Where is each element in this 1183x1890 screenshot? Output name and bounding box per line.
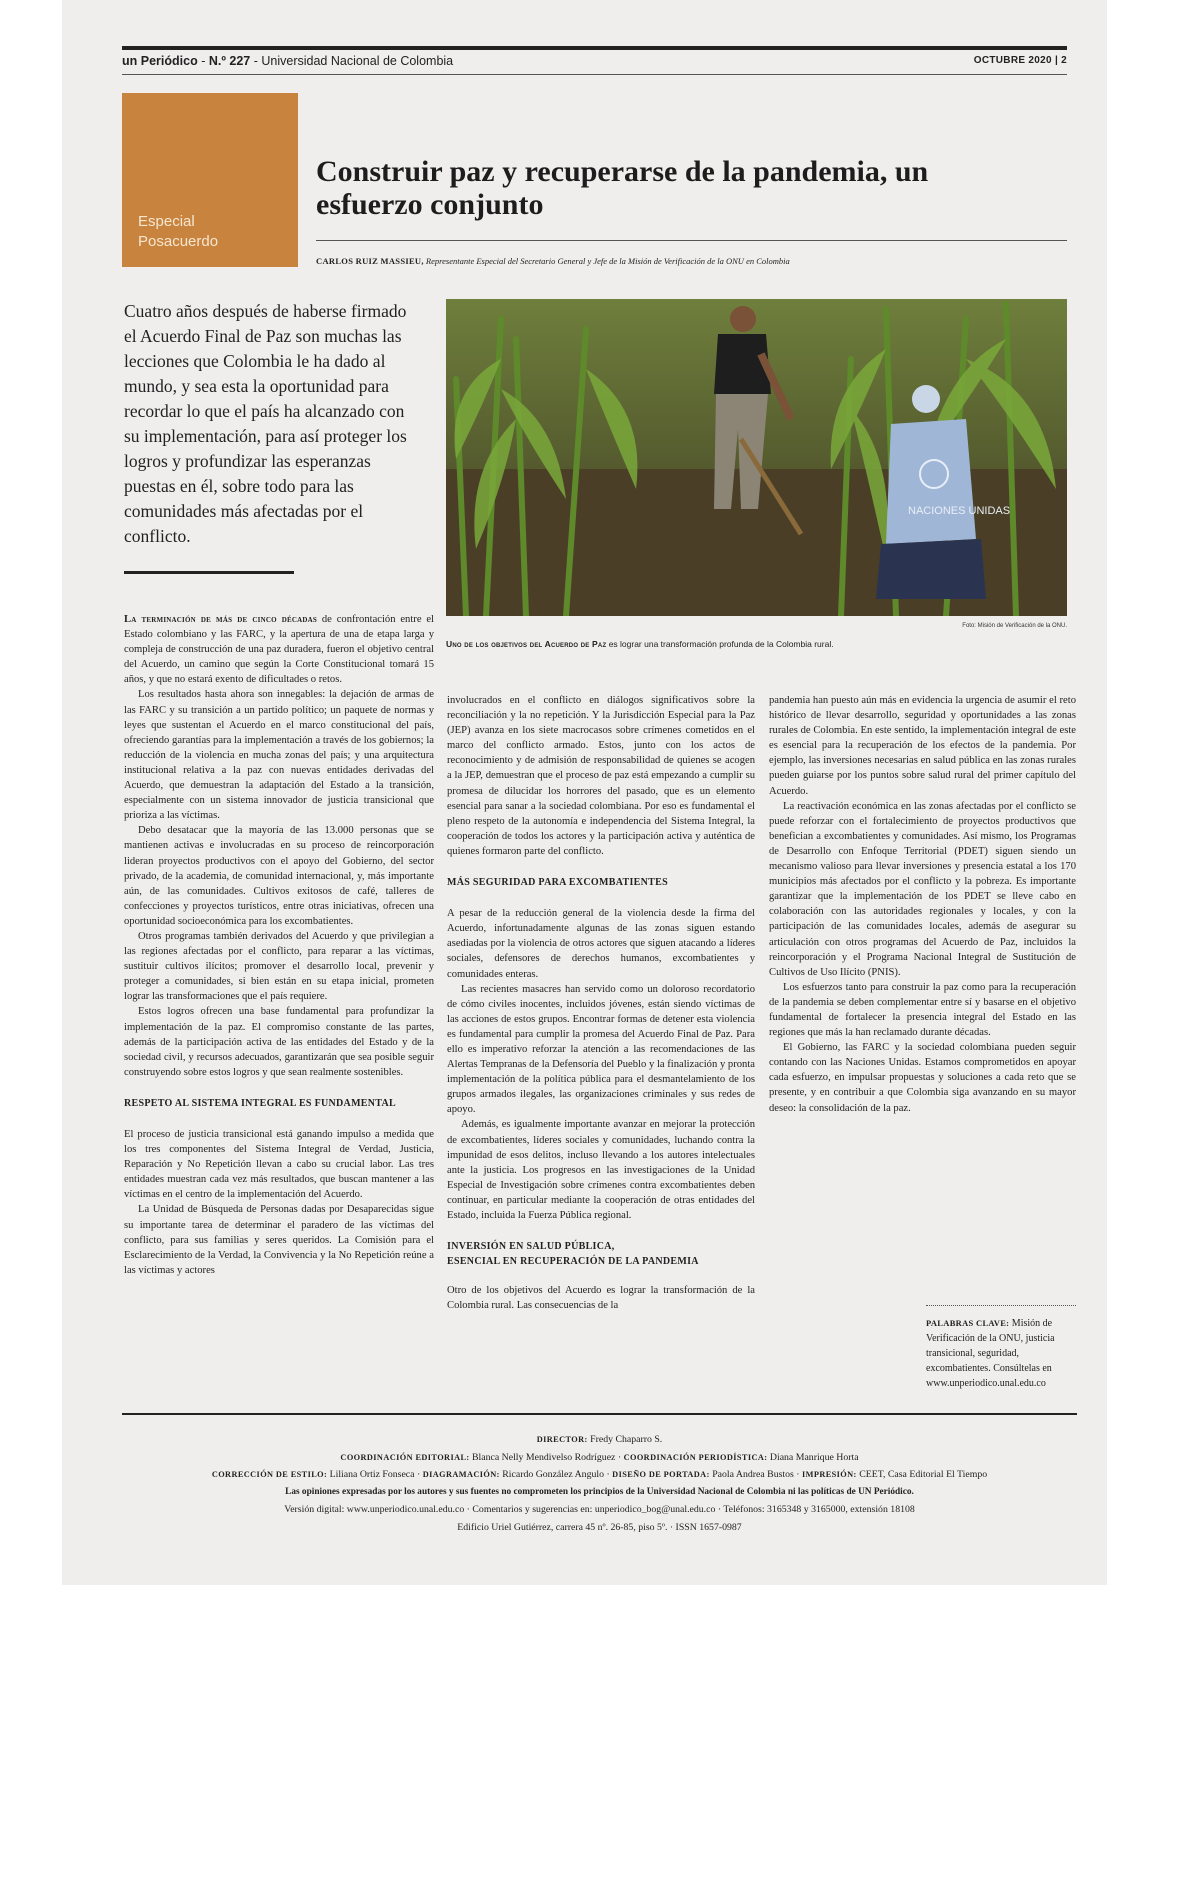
director-name: Fredy Chaparro S. bbox=[590, 1434, 663, 1445]
article-lead: Cuatro años después de haberse firmado el Acuerdo Final de Paz son muchas las lecciones que Colombia le ha dado al mundo, y sea esta la oportunidad para recordar lo que el país ha alcanzado con su implementación, para así proteger los logros y profundizar las esperanzas puestas en él, sobre todo para las comunidades más afectadas por el conflicto. bbox=[124, 301, 407, 546]
article-column-1 bbox=[124, 612, 434, 1278]
col1-paragraph: Estos logros ofrecen una base fundamental para profundizar la implementación de la paz. El compromiso constante de las partes, además de la participación activa de las entidades del Estado y de la sociedad civil, y recursos adecuados, garantizarán que sea posible seguir construyendo sobre estos logros y que sean realmente sostenibles. bbox=[124, 1006, 434, 1078]
diagramacion-name: Ricardo González Angulo bbox=[502, 1469, 604, 1480]
director-label: DIRECTOR: bbox=[536, 1435, 588, 1444]
byline-rule bbox=[316, 240, 1067, 241]
header-date: OCTUBRE 2020 bbox=[973, 55, 1052, 66]
photo-badge-text: NACIONES UNIDAS bbox=[908, 505, 1011, 517]
col3-paragraph: La reactivación económica en las zonas afectadas por el conflicto se puede reforzar con el fortalecimiento de proyectos productivos que benefician a excombatientes y comunidades. Así mismo, los Programas de Desarrollo con Enfoque Territorial (PDET) siguen siendo un mecanismo valioso para llevar inversiones y presencia estatal a los 170 municipios más afectados por el conflicto y la pobreza. Es importante garantizar que la implementación de los PDET se lleve cabo en colaboración con las autoridades regionales y locales, y con la participación de las comunidades locales, además de asegurar su articulación con otros programas del Acuerdo de Paz, incluidos la reincorporación y el Programa Nacional Integral de Sustitución de Cultivos de Uso Ilícito (PNIS). bbox=[769, 800, 1076, 978]
impresion-label: IMPRESIÓN: bbox=[802, 1470, 857, 1479]
coord-ed-label: COORDINACIÓN EDITORIAL: bbox=[340, 1452, 470, 1462]
footer-address: Edificio Uriel Gutiérrez, carrera 45 nº. 26-85, piso 5º. · ISSN 1657-0987 bbox=[457, 1521, 742, 1533]
caption-lead: Uno de los objetivos del Acuerdo de Paz bbox=[446, 639, 607, 649]
coord-per-name: Diana Manrique Horta bbox=[769, 1451, 859, 1463]
col2-paragraph: Además, es igualmente importante avanzar en mejorar la protección de excombatientes, líderes sociales y comunidades, luchando contra la impunidad de esos delitos, incluso llevando a los autores intelectuales ante la justicia. Los progresos en las investigaciones de la Unidad Especial de Investigación sobre crímenes contra excombatientes deben continuar, en particular mediante la cooperación de otras entidades del Estado, incluida la Fuerza Pública regional. bbox=[447, 1119, 755, 1221]
article-byline bbox=[316, 256, 1067, 266]
article-column-2 bbox=[447, 693, 755, 1313]
article-title: Construir paz y recuperarse de la pandemia, un esfuerzo conjunto bbox=[316, 155, 929, 221]
footer-line-2: COORDINACIÓN EDITORIAL: Blanca Nelly Mendivelso Rodríguez · COORDINACIÓN PERIODÍSTICA: Diana Manrique Horta bbox=[340, 1451, 859, 1463]
keywords-box bbox=[926, 1305, 1076, 1391]
footer-disclaimer: Las opiniones expresadas por los autores y sus fuentes no comprometen los principios de la Universidad Nacional de Colombia ni las políticas de UN Periódico. bbox=[285, 1486, 914, 1497]
col2-subheading-2-line1: INVERSIÓN EN SALUD PÚBLICA, bbox=[447, 1241, 615, 1253]
col2-subheading: MÁS SEGURIDAD PARA EXCOMBATIENTES bbox=[447, 877, 668, 889]
correccion-name: Liliana Ortiz Fonseca bbox=[329, 1469, 415, 1480]
photo-credit: Foto: Misión de Verificación de la ONU. bbox=[962, 623, 1067, 629]
col3-paragraph: El Gobierno, las FARC y la sociedad colombiana pueden seguir contando con las Naciones Unidas. Estamos comprometidos en apoyar cada esfuerzo, en impulsar propuestas y soluciones a cada reto que se presente, y en contribuir a que Colombia siga avanzando en su mayor deseo: la consolidación de la paz. bbox=[769, 1042, 1076, 1114]
cornfield-photo bbox=[446, 299, 1067, 616]
col2-subheading-2-line2: ESENCIAL EN RECUPERACIÓN DE LA PANDEMIA bbox=[447, 1256, 699, 1268]
author-name: CARLOS RUIZ MASSIEU, bbox=[316, 256, 424, 266]
col1-paragraph: La Unidad de Búsqueda de Personas dadas por Desaparecidas sigue su importante tarea de determinar el paradero de las víctimas del conflicto, para sus familias y seres queridos. La Comisión para el Esclarecimiento de la Verdad, la Convivencia y la No Repetición reúne a las víctimas y actores bbox=[124, 1204, 434, 1276]
footer-line-3: CORRECCIÓN DE ESTILO: Liliana Ortiz Fonseca · DIAGRAMACIÓN: Ricardo González Angulo · DISEÑO DE PORTADA: Paola Andrea Bustos · IMPRESIÓN: CEET, Casa Editorial El Tiempo bbox=[211, 1469, 988, 1480]
article-column-3 bbox=[769, 693, 1076, 1116]
col1-paragraph: Los resultados hasta ahora son innegables: la dejación de armas de las FARC y su transición a un partido político; un paquete de normas y leyes que sustentan el Acuerdo en el marco constitucional del país, ofreciendo garantías para la implementación a través de los gobiernos; la reducción de la violencia en mucha zonas del país; y una arquitectura institucional relativa a la paz con nuevas entidades derivadas del Acuerdo, que demuestran la adaptación del Estado a la transición, especialmente con un sistema innovador de justicia transicional que prioriza a las víctimas. bbox=[124, 689, 434, 822]
header-rule bbox=[122, 74, 1067, 75]
keywords-label: PALABRAS CLAVE: bbox=[926, 1318, 1010, 1328]
correccion-label: CORRECCIÓN DE ESTILO: bbox=[211, 1470, 328, 1479]
header-issue: N.º 227 bbox=[208, 54, 251, 68]
section-label-box bbox=[122, 93, 298, 267]
header-masthead: un Periódico - N.º 227 - Universidad Nacional de Colombia bbox=[122, 54, 454, 68]
section-label-line2: Posacuerdo bbox=[138, 233, 219, 250]
portada-name: Paola Andrea Bustos bbox=[712, 1469, 794, 1480]
header-date-page: OCTUBRE 2020 | 2 bbox=[973, 55, 1067, 66]
masthead-footer bbox=[122, 1431, 1077, 1536]
caption-text: es lograr una transformación profunda de la Colombia rural. bbox=[608, 639, 834, 649]
coord-per-label: COORDINACIÓN PERIODÍSTICA: bbox=[623, 1452, 768, 1462]
col2-paragraph: Las recientes masacres han servido como un doloroso recordatorio de cómo civiles inocentes, incluidos jóvenes, están siendo víctimas de las acciones de estos grupos. Encontrar formas de detener esta violencia es fundamental para cumplir la promesa del Acuerdo Final de Paz. Para ello es imperativo reforzar la atención a las recomendaciones de las Alertas Tempranas de la Defensoría del Pueblo y la finalización y pronta implementación de la política pública para el desmantelamiento de los grupos armados ilegales, las organizaciones criminales y sus redes de apoyo. bbox=[447, 983, 755, 1116]
header-institution: Universidad Nacional de Colombia bbox=[261, 54, 454, 68]
col1-subheading: RESPETO AL SISTEMA INTEGRAL ES FUNDAMENTAL bbox=[124, 1097, 397, 1109]
footer-rule bbox=[122, 1413, 1077, 1415]
col1-paragraph bbox=[124, 612, 434, 687]
coord-ed-name: Blanca Nelly Mendivelso Rodríguez bbox=[472, 1451, 616, 1463]
col1-p1-text: de confrontación entre el Estado colombiano y las FARC, y la apertura de una de etapa larga y compleja de construcción de una paz duradera, fueron el objetivo central del Acuerdo, un camino que según la Corte Constitucional tomará 15 años, y que no estará exento de dificultades o retos. bbox=[124, 614, 435, 686]
portada-label: DISEÑO DE PORTADA: bbox=[612, 1470, 710, 1479]
diagramacion-label: DIAGRAMACIÓN: bbox=[422, 1470, 500, 1479]
section-label-line1: Especial bbox=[138, 213, 195, 230]
col1-paragraph: Otros programas también derivados del Acuerdo y que privilegian a las regiones afectadas por el conflicto, para reparar a las víctimas, sustituir cultivos ilícitos; promover el desarrollo local, prevenir y proteger a comunidades, si bien están en su etapa inicial, prometen lograr las transformaciones que el país requiere. bbox=[124, 930, 434, 1003]
lead-rule bbox=[124, 571, 294, 574]
author-role: Representante Especial del Secretario General y Jefe de la Misión de Verificación de la ONU en Colombia bbox=[425, 256, 790, 266]
col2-paragraph: involucrados en el conflicto en diálogos significativos sobre la reconciliación y la no repetición. Y la Jurisdicción Especial para la Paz (JEP) avanza en los siete macrocasos sobre crímenes cometidos en el marco del conflicto armado. Estos, junto con los actos de reconocimiento y de admisión de responsabilidad de quienes se acogen a la JEP, demuestran que el proceso de paz está empezando a cumplir su promesa de dilucidar los horrores del pasado, que es un elemento esencial para sanar a la sociedad colombiana. Por eso es fundamental el pleno respeto de la autonomía e independencia del Sistema Integral, la cooperación de todos los actores y la participación activa y auténtica de quienes formaron parte del conflicto. bbox=[447, 695, 755, 857]
footer-line-1 bbox=[122, 1431, 1077, 1449]
un-logo: un bbox=[122, 54, 138, 68]
header-page-number: 2 bbox=[1061, 55, 1067, 66]
photo-caption bbox=[446, 639, 1067, 649]
article-photo bbox=[446, 299, 1067, 616]
col3-paragraph: pandemia han puesto aún más en evidencia la urgencia de asumir el reto histórico de llevar desarrollo, seguridad y oportunidades a las zonas rurales de Colombia. En este sentido, la implementación integral de este es esencial para la recuperación de los efectos de la pandemia. Por ejemplo, las inversiones necesarias en salud pública en las zonas rurales pueden guiarse por los puntos sobre salud rural del primer capítulo del Acuerdo. bbox=[769, 695, 1076, 797]
footer-contact: Versión digital: www.unperiodico.unal.edu.co · Comentarios y sugerencias en: unperiodico_bog@unal.edu.co · Teléfonos: 3165348 y 3165000, extensión 18108 bbox=[284, 1504, 915, 1515]
col1-paragraph: El proceso de justicia transicional está ganando impulso a medida que los tres componentes del Sistema Integral de Verdad, Justicia, Reparación y No Repetición llevan a cabo su crucial labor. Las tres entidades muestran cada vez más resultados, que buscan mantener a las víctimas en el centro de la implementación del Acuerdo. bbox=[124, 1129, 434, 1201]
header-periodico: Periódico bbox=[140, 54, 198, 68]
col3-paragraph: Los esfuerzos tanto para construir la paz como para la recuperación de la pandemia se deben complementar entre sí y basarse en el objetivo fundamental de fortalecer la presencia integral del Estado en las regiones que más la han reclamado durante décadas. bbox=[769, 981, 1076, 1039]
col2-subheading-2 bbox=[447, 1239, 755, 1269]
impresion-name: CEET, Casa Editorial El Tiempo bbox=[859, 1469, 988, 1480]
col1-lead-in: La terminación de más de cinco décadas bbox=[124, 614, 318, 625]
keywords-text: Misión de Verificación de la ONU, justicia transicional, seguridad, excombatientes. Consúltelas en www.unperiodico.unal.edu.co bbox=[926, 1318, 1055, 1389]
col2-paragraph: Otro de los objetivos del Acuerdo es lograr la transformación de la Colombia rural. Las consecuencias de la bbox=[447, 1285, 755, 1312]
col1-paragraph: Debo desatacar que la mayoría de las 13.000 personas que se mantienen activas e involucradas en su proceso de reincorporación lideran proyectos productivos con el apoyo del Gobierno, del sector privado, de la academia, de comunidad internacional, y, más importante aún, de las comunidades. Cultivos exitosos de café, talleres de confecciones y proyectos turísticos, entre otras iniciativas, ofrecen una oportunidad socioeconómica para los excombatientes. bbox=[124, 825, 434, 927]
col2-paragraph: A pesar de la reducción general de la violencia desde la firma del Acuerdo, infortunadamente algunas de las zonas siguen estando asediadas por la violencia de otros actores que siguen atacando a líderes sociales, defensores de derechos humanos, excombatientes y comunidades enteras. bbox=[447, 908, 755, 980]
page-header bbox=[122, 46, 1067, 76]
